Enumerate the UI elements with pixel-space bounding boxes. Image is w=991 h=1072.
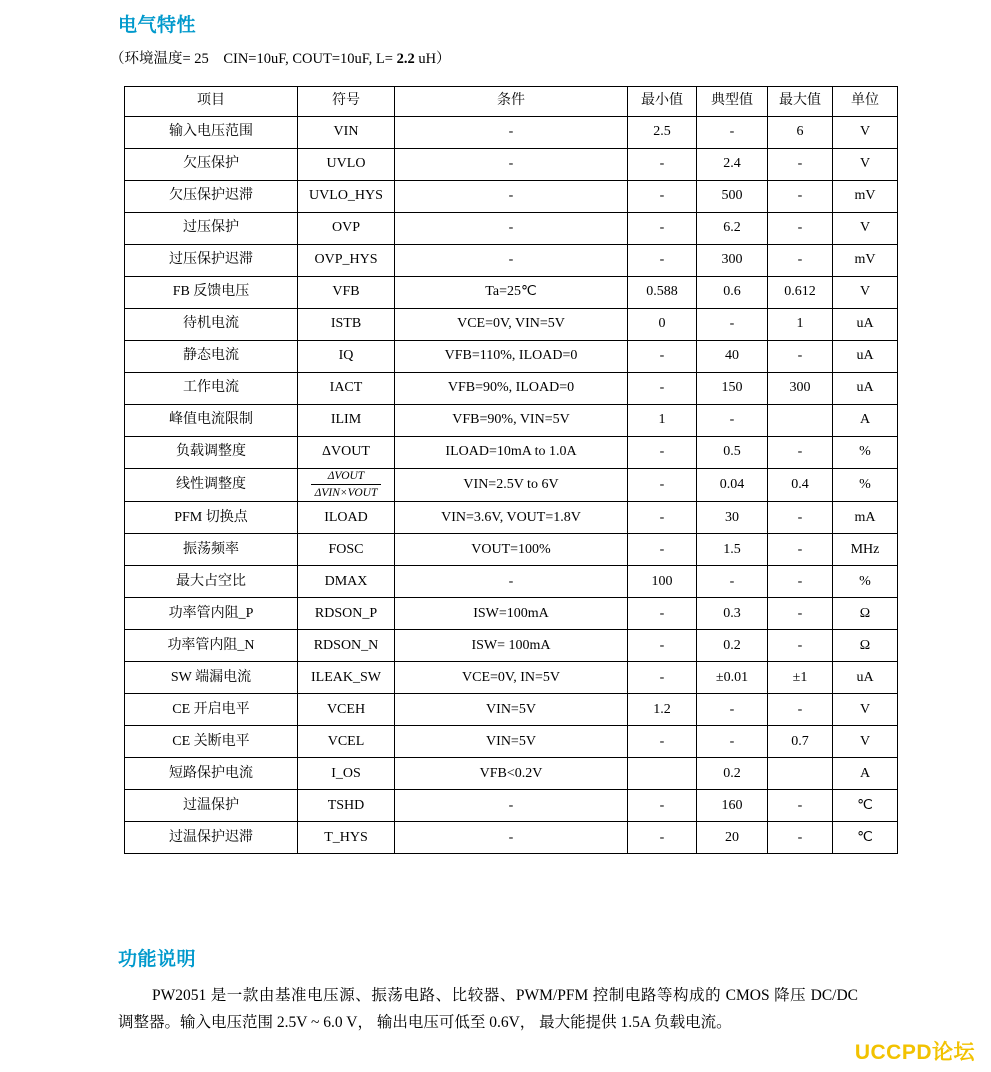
cell-typ: 0.5: [697, 437, 768, 469]
cell-symbol: VCEH: [298, 694, 395, 726]
cell-typ: 0.2: [697, 630, 768, 662]
cell-condition: -: [395, 790, 628, 822]
cell-typ: 150: [697, 373, 768, 405]
cell-unit: ℃: [833, 822, 898, 854]
cell-max: 300: [768, 373, 833, 405]
cell-min: -: [628, 822, 697, 854]
cell-max: ±1: [768, 662, 833, 694]
table-header-typ: 典型值: [697, 87, 768, 117]
cell-unit: mV: [833, 181, 898, 213]
cell-max: -: [768, 694, 833, 726]
cell-condition: VFB=90%, VIN=5V: [395, 405, 628, 437]
cell-unit: V: [833, 277, 898, 309]
cell-item: 过温保护: [125, 790, 298, 822]
cell-max: 1: [768, 309, 833, 341]
fraction-expression: [311, 469, 382, 501]
cell-symbol: OVP_HYS: [298, 245, 395, 277]
table-row: [125, 758, 898, 790]
table-row: [125, 566, 898, 598]
table-header-row: [125, 87, 898, 117]
table-row: [125, 405, 898, 437]
cell-symbol: VCEL: [298, 726, 395, 758]
cell-symbol: RDSON_N: [298, 630, 395, 662]
cell-max: -: [768, 341, 833, 373]
cell-typ: 0.04: [697, 469, 768, 502]
cell-symbol: ILEAK_SW: [298, 662, 395, 694]
cell-condition: -: [395, 149, 628, 181]
cell-max: -: [768, 598, 833, 630]
cell-typ: 2.4: [697, 149, 768, 181]
cell-unit: mA: [833, 502, 898, 534]
cell-min: -: [628, 245, 697, 277]
cell-condition: ILOAD=10mA to 1.0A: [395, 437, 628, 469]
cell-min: [628, 758, 697, 790]
cell-typ: 0.2: [697, 758, 768, 790]
cell-item: 欠压保护迟滞: [125, 181, 298, 213]
cell-max: 0.7: [768, 726, 833, 758]
cell-min: -: [628, 341, 697, 373]
cell-item: 短路保护电流: [125, 758, 298, 790]
cell-condition: -: [395, 117, 628, 149]
cell-unit: uA: [833, 309, 898, 341]
cell-symbol: FOSC: [298, 534, 395, 566]
cell-symbol: ILIM: [298, 405, 395, 437]
cell-typ: -: [697, 117, 768, 149]
table-row: [125, 534, 898, 566]
cell-unit: V: [833, 117, 898, 149]
conditions-suffix: uH）: [418, 51, 451, 67]
cell-unit: A: [833, 758, 898, 790]
cell-item: SW 端漏电流: [125, 662, 298, 694]
cell-min: -: [628, 790, 697, 822]
cell-typ: -: [697, 566, 768, 598]
cell-max: -: [768, 149, 833, 181]
cell-symbol: T_HYS: [298, 822, 395, 854]
cell-condition: VFB=90%, ILOAD=0: [395, 373, 628, 405]
cell-item: 功率管内阻_N: [125, 630, 298, 662]
cell-symbol: UVLO: [298, 149, 395, 181]
cell-condition: VCE=0V, VIN=5V: [395, 309, 628, 341]
cell-item: 线性调整度: [125, 469, 298, 502]
table-header-item: 项目: [125, 87, 298, 117]
table-row: [125, 469, 898, 502]
table-row: [125, 373, 898, 405]
table-header-symbol: 符号: [298, 87, 395, 117]
cell-max: -: [768, 534, 833, 566]
cell-unit: Ω: [833, 630, 898, 662]
description-line-1: PW2051 是一款由基准电压源、振荡电路、比较器、PWM/PFM 控制电路等构成的 CMOS: [152, 987, 770, 1004]
cell-condition: VIN=3.6V, VOUT=1.8V: [395, 502, 628, 534]
cell-condition: -: [395, 213, 628, 245]
cell-min: -: [628, 598, 697, 630]
cell-max: -: [768, 822, 833, 854]
table-row: [125, 149, 898, 181]
forum-watermark: UCCPD论坛: [854, 1041, 975, 1064]
cell-item: 功率管内阻_P: [125, 598, 298, 630]
cell-unit: mV: [833, 245, 898, 277]
table-row: [125, 245, 898, 277]
cell-condition: ISW=100mA: [395, 598, 628, 630]
cell-min: 2.5: [628, 117, 697, 149]
cell-min: 0.588: [628, 277, 697, 309]
table-row: [125, 277, 898, 309]
cell-unit: V: [833, 726, 898, 758]
cell-typ: ±0.01: [697, 662, 768, 694]
cell-unit: V: [833, 213, 898, 245]
cell-typ: 500: [697, 181, 768, 213]
fraction-numerator: ΔVOUT: [327, 470, 365, 482]
cell-typ: 30: [697, 502, 768, 534]
cell-min: -: [628, 630, 697, 662]
cell-max: -: [768, 181, 833, 213]
cell-unit: Ω: [833, 598, 898, 630]
cell-symbol: ΔVOUT: [298, 437, 395, 469]
cell-typ: 0.3: [697, 598, 768, 630]
cell-typ: 6.2: [697, 213, 768, 245]
cell-max: -: [768, 790, 833, 822]
cell-typ: 0.6: [697, 277, 768, 309]
cell-max: -: [768, 502, 833, 534]
table-row: [125, 822, 898, 854]
description-line-3: 负载电流。: [654, 1014, 732, 1031]
cell-symbol: UVLO_HYS: [298, 181, 395, 213]
conditions-middle: CIN=10uF, COUT=10uF, L=: [223, 51, 393, 67]
cell-max: [768, 405, 833, 437]
cell-item: 工作电流: [125, 373, 298, 405]
cell-min: -: [628, 213, 697, 245]
table-row: [125, 662, 898, 694]
cell-min: 0: [628, 309, 697, 341]
cell-condition: VIN=5V: [395, 694, 628, 726]
cell-item: 欠压保护: [125, 149, 298, 181]
cell-unit: uA: [833, 373, 898, 405]
cell-symbol: IACT: [298, 373, 395, 405]
cell-symbol-fraction: [298, 469, 395, 502]
cell-condition: VIN=5V: [395, 726, 628, 758]
table-row: [125, 341, 898, 373]
cell-max: [768, 758, 833, 790]
cell-condition: -: [395, 822, 628, 854]
cell-unit: %: [833, 469, 898, 502]
cell-condition: ISW= 100mA: [395, 630, 628, 662]
table-row: [125, 790, 898, 822]
cell-symbol: VFB: [298, 277, 395, 309]
cell-min: 1: [628, 405, 697, 437]
cell-min: -: [628, 534, 697, 566]
function-description: [118, 982, 858, 1036]
cell-unit: uA: [833, 662, 898, 694]
table-row: [125, 309, 898, 341]
cell-min: 1.2: [628, 694, 697, 726]
cell-condition: -: [395, 566, 628, 598]
section-title-electrical: 电气特性: [118, 15, 197, 36]
table-row: [125, 630, 898, 662]
cell-typ: -: [697, 694, 768, 726]
cell-unit: ℃: [833, 790, 898, 822]
cell-min: -: [628, 373, 697, 405]
cell-symbol: I_OS: [298, 758, 395, 790]
cell-item: 峰值电流限制: [125, 405, 298, 437]
fraction-denominator: ΔVIN×VOUT: [311, 484, 382, 500]
cell-symbol: VIN: [298, 117, 395, 149]
cell-min: -: [628, 662, 697, 694]
cell-item: 待机电流: [125, 309, 298, 341]
cell-condition: VOUT=100%: [395, 534, 628, 566]
cell-symbol: ISTB: [298, 309, 395, 341]
cell-min: -: [628, 469, 697, 502]
cell-symbol: IQ: [298, 341, 395, 373]
cell-unit: MHz: [833, 534, 898, 566]
cell-item: CE 关断电平: [125, 726, 298, 758]
cell-symbol: RDSON_P: [298, 598, 395, 630]
cell-item: 负载调整度: [125, 437, 298, 469]
cell-item: 过压保护迟滞: [125, 245, 298, 277]
cell-typ: 20: [697, 822, 768, 854]
cell-typ: 160: [697, 790, 768, 822]
cell-min: -: [628, 726, 697, 758]
table-row: [125, 726, 898, 758]
table-header-unit: 单位: [833, 87, 898, 117]
cell-min: -: [628, 181, 697, 213]
cell-item: 输入电压范围: [125, 117, 298, 149]
cell-max: -: [768, 213, 833, 245]
cell-typ: -: [697, 405, 768, 437]
cell-min: 100: [628, 566, 697, 598]
cell-unit: V: [833, 694, 898, 726]
table-row: [125, 213, 898, 245]
cell-max: -: [768, 566, 833, 598]
table-row: [125, 694, 898, 726]
cell-symbol: TSHD: [298, 790, 395, 822]
cell-max: -: [768, 245, 833, 277]
cell-min: -: [628, 149, 697, 181]
cell-typ: -: [697, 726, 768, 758]
table-row: [125, 181, 898, 213]
cell-max: 0.4: [768, 469, 833, 502]
cell-typ: -: [697, 309, 768, 341]
cell-typ: 40: [697, 341, 768, 373]
cell-item: 过压保护: [125, 213, 298, 245]
cell-condition: Ta=25℃: [395, 277, 628, 309]
cell-item: 过温保护迟滞: [125, 822, 298, 854]
conditions-bold-value: 2.2: [396, 51, 415, 67]
cell-min: -: [628, 502, 697, 534]
cell-unit: A: [833, 405, 898, 437]
description-line-2: 降压 DC/DC 调整器。输入电压范围 2.5V ~ 6.0 V， 输出电压可低至 0.6V， 最大能提供 1.5A: [118, 987, 859, 1031]
cell-symbol: ILOAD: [298, 502, 395, 534]
section-title-function: 功能说明: [118, 949, 197, 970]
electrical-characteristics-table: [124, 86, 898, 854]
cell-max: -: [768, 437, 833, 469]
cell-condition: VFB=110%, ILOAD=0: [395, 341, 628, 373]
test-conditions-line: [110, 47, 451, 68]
cell-condition: VCE=0V, IN=5V: [395, 662, 628, 694]
cell-unit: uA: [833, 341, 898, 373]
table-row: [125, 598, 898, 630]
table-header-condition: 条件: [395, 87, 628, 117]
cell-condition: VIN=2.5V to 6V: [395, 469, 628, 502]
table-row: [125, 502, 898, 534]
cell-item: 振荡频率: [125, 534, 298, 566]
cell-item: 最大占空比: [125, 566, 298, 598]
cell-condition: -: [395, 181, 628, 213]
cell-condition: -: [395, 245, 628, 277]
cell-unit: %: [833, 566, 898, 598]
cell-min: -: [628, 437, 697, 469]
cell-symbol: DMAX: [298, 566, 395, 598]
cell-unit: V: [833, 149, 898, 181]
cell-typ: 300: [697, 245, 768, 277]
cell-max: 6: [768, 117, 833, 149]
cell-condition: VFB<0.2V: [395, 758, 628, 790]
cell-item: PFM 切换点: [125, 502, 298, 534]
table-header-min: 最小值: [628, 87, 697, 117]
conditions-prefix: （环境温度= 25: [110, 51, 209, 67]
table-row: [125, 437, 898, 469]
cell-symbol: OVP: [298, 213, 395, 245]
cell-item: FB 反馈电压: [125, 277, 298, 309]
table-row: [125, 117, 898, 149]
cell-unit: %: [833, 437, 898, 469]
cell-typ: 1.5: [697, 534, 768, 566]
cell-max: 0.612: [768, 277, 833, 309]
cell-item: CE 开启电平: [125, 694, 298, 726]
cell-max: -: [768, 630, 833, 662]
table-header-max: 最大值: [768, 87, 833, 117]
cell-item: 静态电流: [125, 341, 298, 373]
